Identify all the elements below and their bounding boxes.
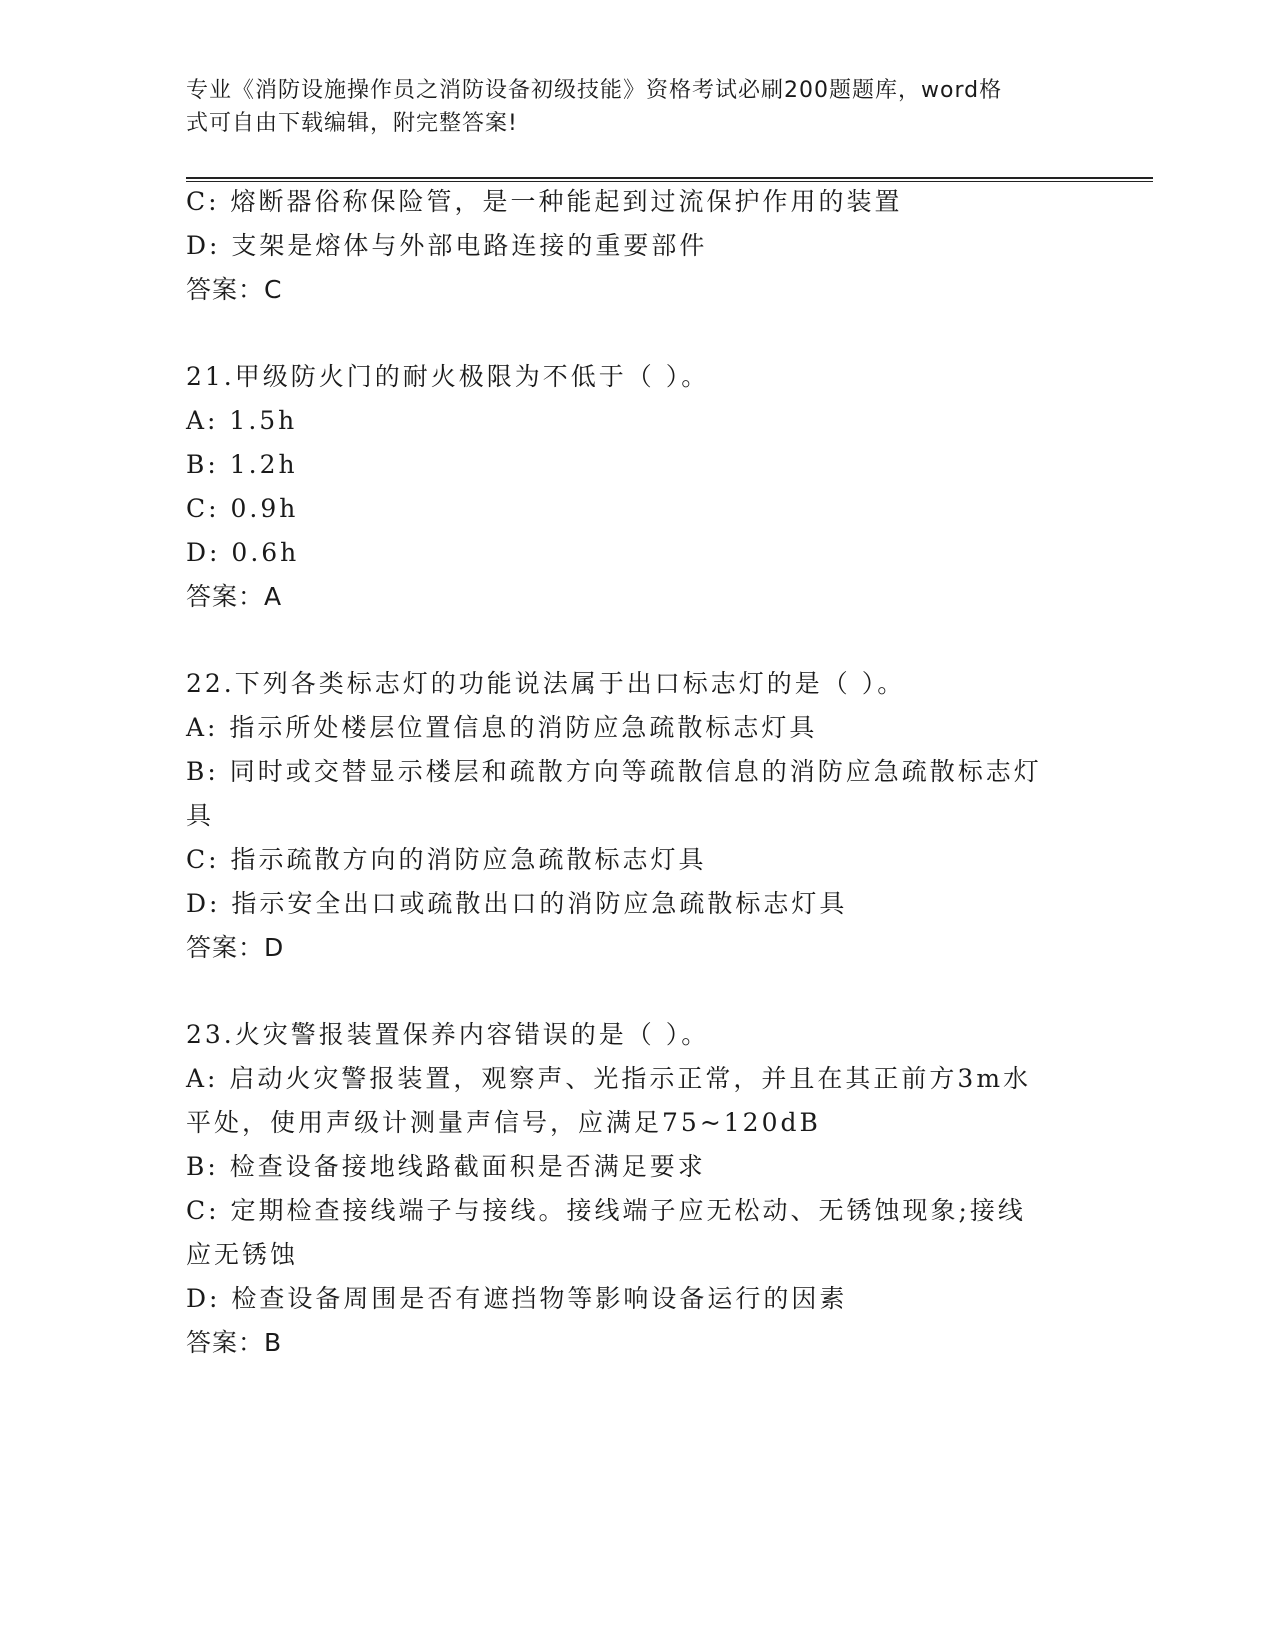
prev-option-d: D: 支架是熔体与外部电路连接的重要部件 — [186, 231, 708, 260]
q23-option-c-line-2: 应无锈蚀 — [186, 1240, 299, 1269]
header-divider — [186, 177, 1153, 182]
q23-option-a-line-1: A: 启动火灾警报装置，观察声、光指示正常，并且在其正前方3m水 — [186, 1064, 1032, 1093]
q21-option-c: C: 0.9h — [186, 494, 299, 523]
q22-option-b-line-2: 具 — [186, 801, 215, 830]
q23-option-a-line-2: 平处，使用声级计测量声信号，应满足75~120dB — [186, 1108, 821, 1137]
q21-option-b: B: 1.2h — [186, 450, 298, 479]
q23-stem: 23.火灾警报装置保养内容错误的是（ ）。 — [186, 1020, 710, 1049]
q22-stem: 22.下列各类标志灯的功能说法属于出口标志灯的是（ ）。 — [186, 669, 906, 698]
document-header — [186, 74, 1066, 140]
q22-option-b-line-1: B: 同时或交替显示楼层和疏散方向等疏散信息的消防应急疏散标志灯 — [186, 757, 1042, 786]
prev-option-c: C: 熔断器俗称保险管，是一种能起到过流保护作用的装置 — [186, 187, 903, 216]
header-line-2: 式可自由下载编辑，附完整答案! — [186, 111, 518, 136]
q22-option-d: D: 指示安全出口或疏散出口的消防应急疏散标志灯具 — [186, 889, 848, 918]
q23-answer: 答案：B — [186, 1328, 283, 1357]
q22-answer: 答案：D — [186, 933, 285, 962]
q23-option-d: D: 检查设备周围是否有遮挡物等影响设备运行的因素 — [186, 1284, 848, 1313]
q22-option-a: A: 指示所处楼层位置信息的消防应急疏散标志灯具 — [186, 713, 818, 742]
prev-answer: 答案：C — [186, 275, 283, 304]
q21-option-a: A: 1.5h — [186, 406, 298, 435]
q21-option-d: D: 0.6h — [186, 538, 300, 567]
q21-answer: 答案：A — [186, 582, 283, 611]
q21-stem: 21.甲级防火门的耐火极限为不低于（ ）。 — [186, 362, 710, 391]
q23-option-b: B: 检查设备接地线路截面积是否满足要求 — [186, 1152, 706, 1181]
header-line-1: 专业《消防设施操作员之消防设备初级技能》资格考试必刷200题题库，word格 — [186, 78, 1003, 103]
q23-option-c-line-1: C: 定期检查接线端子与接线。接线端子应无松动、无锈蚀现象;接线 — [186, 1196, 1026, 1225]
q22-option-c: C: 指示疏散方向的消防应急疏散标志灯具 — [186, 845, 707, 874]
